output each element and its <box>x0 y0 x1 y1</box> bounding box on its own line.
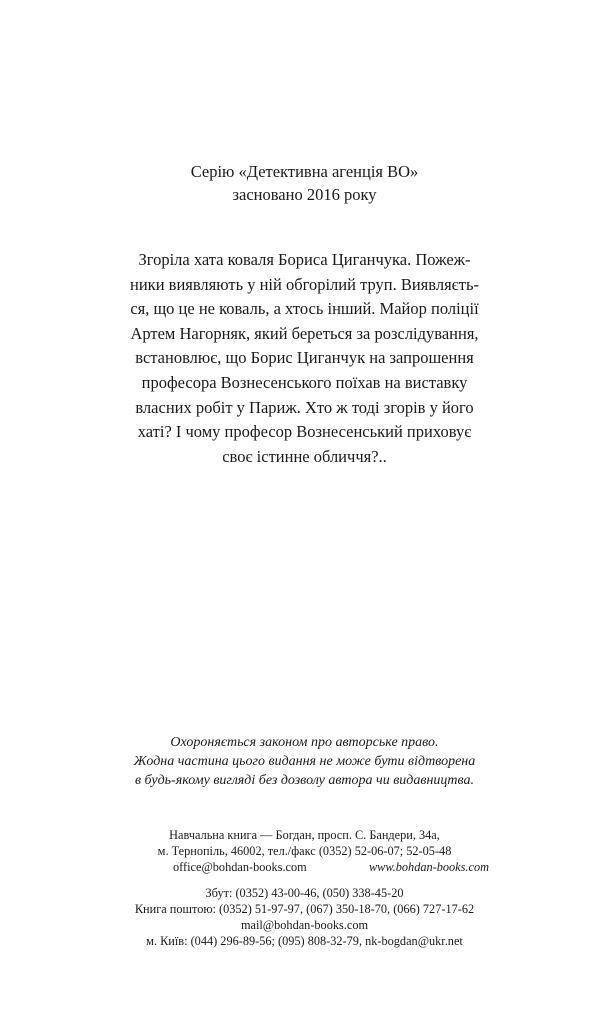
series-founded: засновано 2016 року <box>232 185 377 204</box>
series-info <box>0 160 609 206</box>
website-link[interactable]: www.bohdan-books.com <box>368 860 489 874</box>
publisher-info <box>0 827 609 949</box>
book-annotation <box>0 248 609 469</box>
annotation-line: власних робіт у Париж. Хто ж тоді згорів у його <box>135 397 474 417</box>
annotation-line: ники виявляють у ній обгорілий труп. Виявляєть- <box>130 274 479 294</box>
annotation-line: хаті? І чому професор Вознесенський приховує <box>137 422 472 442</box>
annotation-line: встановлює, що Борис Циганчук на запрошення <box>135 348 474 368</box>
copyright-line: в будь-якому вигляді без дозволу автора чи видавництва. <box>134 773 474 788</box>
copyright-notice <box>0 733 609 790</box>
publisher-contacts <box>173 859 489 875</box>
sales-phones: Збут: (0352) 43-00-46, (050) 338-45-20 <box>205 886 404 900</box>
annotation-line: Згоріла хата коваля Бориса Циганчука. Пожеж- <box>138 250 471 269</box>
series-title: Серію «Детективна агенція ВО» <box>190 162 419 181</box>
annotation-line: ся, що це не коваль, а хтось інший. Майор поліції <box>130 299 479 319</box>
kyiv-contacts: м. Київ: (044) 296-89-56; (095) 808-32-79, nk-bogdan@ukr.net <box>146 934 463 948</box>
section-gap <box>0 875 609 885</box>
copyright-line: Охороняється законом про авторське право. <box>170 735 439 750</box>
mail-email-link[interactable]: mail@bohdan-books.com <box>240 918 369 932</box>
publisher-address: Навчальна книга — Богдан, просп. С. Бандери, 34а, <box>169 828 440 842</box>
annotation-line: професора Вознесенського поїхав на виставку <box>141 372 468 392</box>
copyright-line: Жодна частина цього видання не може бути відтворена <box>133 754 476 769</box>
mail-order-phones: Книга поштою: (0352) 51-97-97, (067) 350-18-70, (066) 727-17-62 <box>134 902 475 916</box>
annotation-line: своє істинне обличчя?.. <box>222 446 387 466</box>
office-email-link[interactable]: office@bohdan-books.com <box>173 860 307 874</box>
annotation-line: Артем Нагорняк, який береться за розслідування, <box>130 323 479 343</box>
publisher-city-phone: м. Тернопіль, 46002, тел./факс (0352) 52-06-07; 52-05-48 <box>157 844 452 858</box>
